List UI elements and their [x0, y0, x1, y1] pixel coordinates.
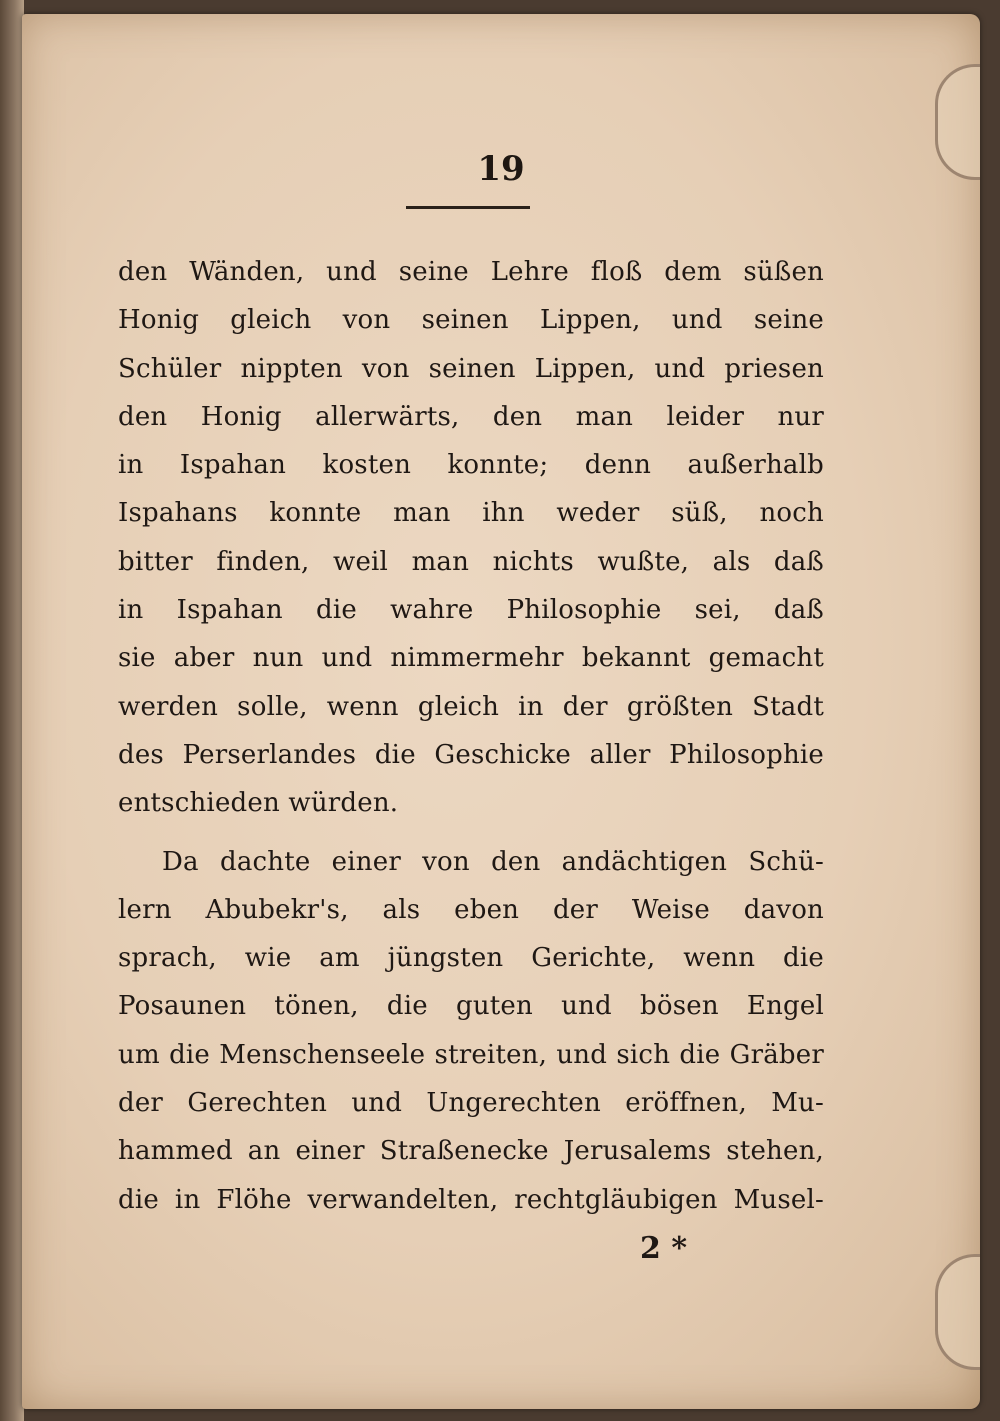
text-line: Schüler nippten von seinen Lippen, und priesen — [118, 353, 824, 384]
page-edge-tab-bottom — [935, 1254, 980, 1370]
text-line: werden solle, wenn gleich in der größten Stadt — [118, 691, 824, 722]
text-line: die in Flöhe verwandelten, rechtgläubigen Musel- — [118, 1184, 824, 1215]
body-text — [118, 248, 824, 1224]
text-line: sie aber nun und nimmermehr bekannt gemacht — [118, 643, 824, 674]
text-line: Posaunen tönen, die guten und bösen Engel — [118, 991, 824, 1022]
text-line: entschieden würden. — [118, 788, 399, 819]
text-line: hammed an einer Straßenecke Jerusalems stehen, — [118, 1136, 824, 1167]
book-spine-edge — [0, 0, 24, 1421]
text-line: den Wänden, und seine Lehre floß dem süßen — [118, 257, 824, 287]
text-line: Ispahans konnte man ihn weder süß, noch — [118, 498, 824, 529]
header-rule — [406, 206, 530, 209]
text-line: um die Menschenseele streiten, und sich die Gräber — [118, 1039, 824, 1070]
text-line: lern Abubekr's, als eben der Weise davon — [118, 894, 824, 925]
text-line: in Ispahan die wahre Philosophie sei, daß — [118, 595, 824, 626]
text-line: Da dachte einer von den andächtigen Schü- — [162, 846, 824, 877]
text-line: der Gerechten und Ungerechten eröffnen, Mu- — [118, 1088, 824, 1119]
text-line: den Honig allerwärts, den man leider nur — [118, 401, 824, 432]
text-line: des Perserlandes die Geschicke aller Philosophie — [118, 739, 824, 770]
signature-mark: 2 * — [640, 1231, 688, 1266]
paragraph-gap — [118, 828, 824, 838]
text-line: bitter finden, weil man nichts wußte, als daß — [118, 546, 824, 577]
page-number: 19 — [477, 149, 525, 189]
text-line: Honig gleich von seinen Lippen, und seine — [118, 305, 824, 336]
text-line: sprach, wie am jüngsten Gerichte, wenn die — [118, 943, 824, 974]
text-line: in Ispahan kosten konnte; denn außerhalb — [118, 450, 824, 481]
book-page — [22, 14, 980, 1409]
